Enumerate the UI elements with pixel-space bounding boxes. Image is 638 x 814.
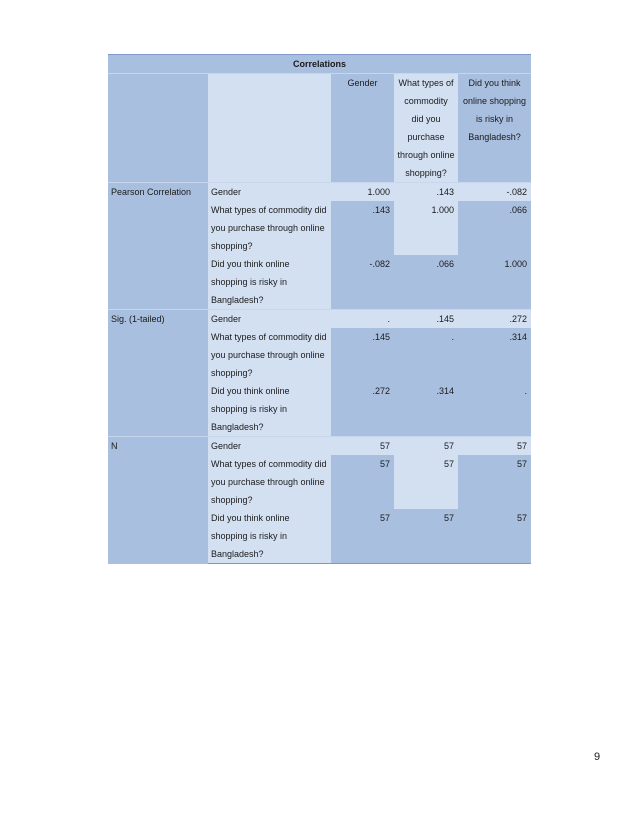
table-cell: .145: [331, 328, 394, 382]
row-label: Did you think online shopping is risky in Bangladesh?: [208, 255, 331, 310]
table-cell: .066: [394, 255, 458, 310]
header-row: [108, 74, 531, 183]
row-label: What types of commodity did you purchase through online shopping?: [208, 455, 331, 509]
table-cell: .066: [458, 201, 531, 255]
header-corner-inner: [208, 74, 331, 183]
stat-label-pearson: Pearson Correlation: [108, 183, 208, 310]
table-cell: .272: [458, 310, 531, 329]
table-cell: 57: [331, 509, 394, 564]
table-cell: .143: [331, 201, 394, 255]
stat-label-n: N: [108, 437, 208, 564]
table-cell: .272: [331, 382, 394, 437]
row-label: Gender: [208, 310, 331, 329]
row-label: Did you think online shopping is risky in Bangladesh?: [208, 382, 331, 437]
correlations-table: [108, 54, 531, 564]
page-number: 9: [594, 751, 601, 763]
table-cell: 57: [331, 437, 394, 456]
column-header-commodity: What types of commodity did you purchase through online shopping?: [394, 74, 458, 183]
table-caption: Correlations: [108, 55, 531, 74]
table-row: [108, 437, 531, 456]
column-header-risk: Did you think online shopping is risky in Bangladesh?: [458, 74, 531, 183]
row-label: Did you think online shopping is risky in Bangladesh?: [208, 509, 331, 564]
table-cell: 57: [394, 455, 458, 509]
caption-row: [108, 55, 531, 74]
row-label: Gender: [208, 183, 331, 202]
row-label: What types of commodity did you purchase through online shopping?: [208, 328, 331, 382]
table-cell: 57: [394, 437, 458, 456]
table-cell: 57: [458, 509, 531, 564]
table-cell: .: [331, 310, 394, 329]
table-cell: .: [458, 382, 531, 437]
table-cell: 57: [458, 437, 531, 456]
table-cell: 57: [331, 455, 394, 509]
row-label: Gender: [208, 437, 331, 456]
row-label: What types of commodity did you purchase through online shopping?: [208, 201, 331, 255]
table-row: [108, 310, 531, 329]
table-cell: .143: [394, 183, 458, 202]
table-cell: -.082: [331, 255, 394, 310]
header-corner: [108, 74, 208, 183]
table-cell: .314: [458, 328, 531, 382]
table-cell: 57: [394, 509, 458, 564]
stat-label-sig: Sig. (1-tailed): [108, 310, 208, 437]
table-row: [108, 183, 531, 202]
table-cell: .314: [394, 382, 458, 437]
table-cell: .: [394, 328, 458, 382]
table-cell: 1.000: [331, 183, 394, 202]
table-cell: -.082: [458, 183, 531, 202]
column-header-gender: Gender: [331, 74, 394, 183]
table-cell: 57: [458, 455, 531, 509]
table-cell: 1.000: [458, 255, 531, 310]
table-cell: .145: [394, 310, 458, 329]
table-cell: 1.000: [394, 201, 458, 255]
